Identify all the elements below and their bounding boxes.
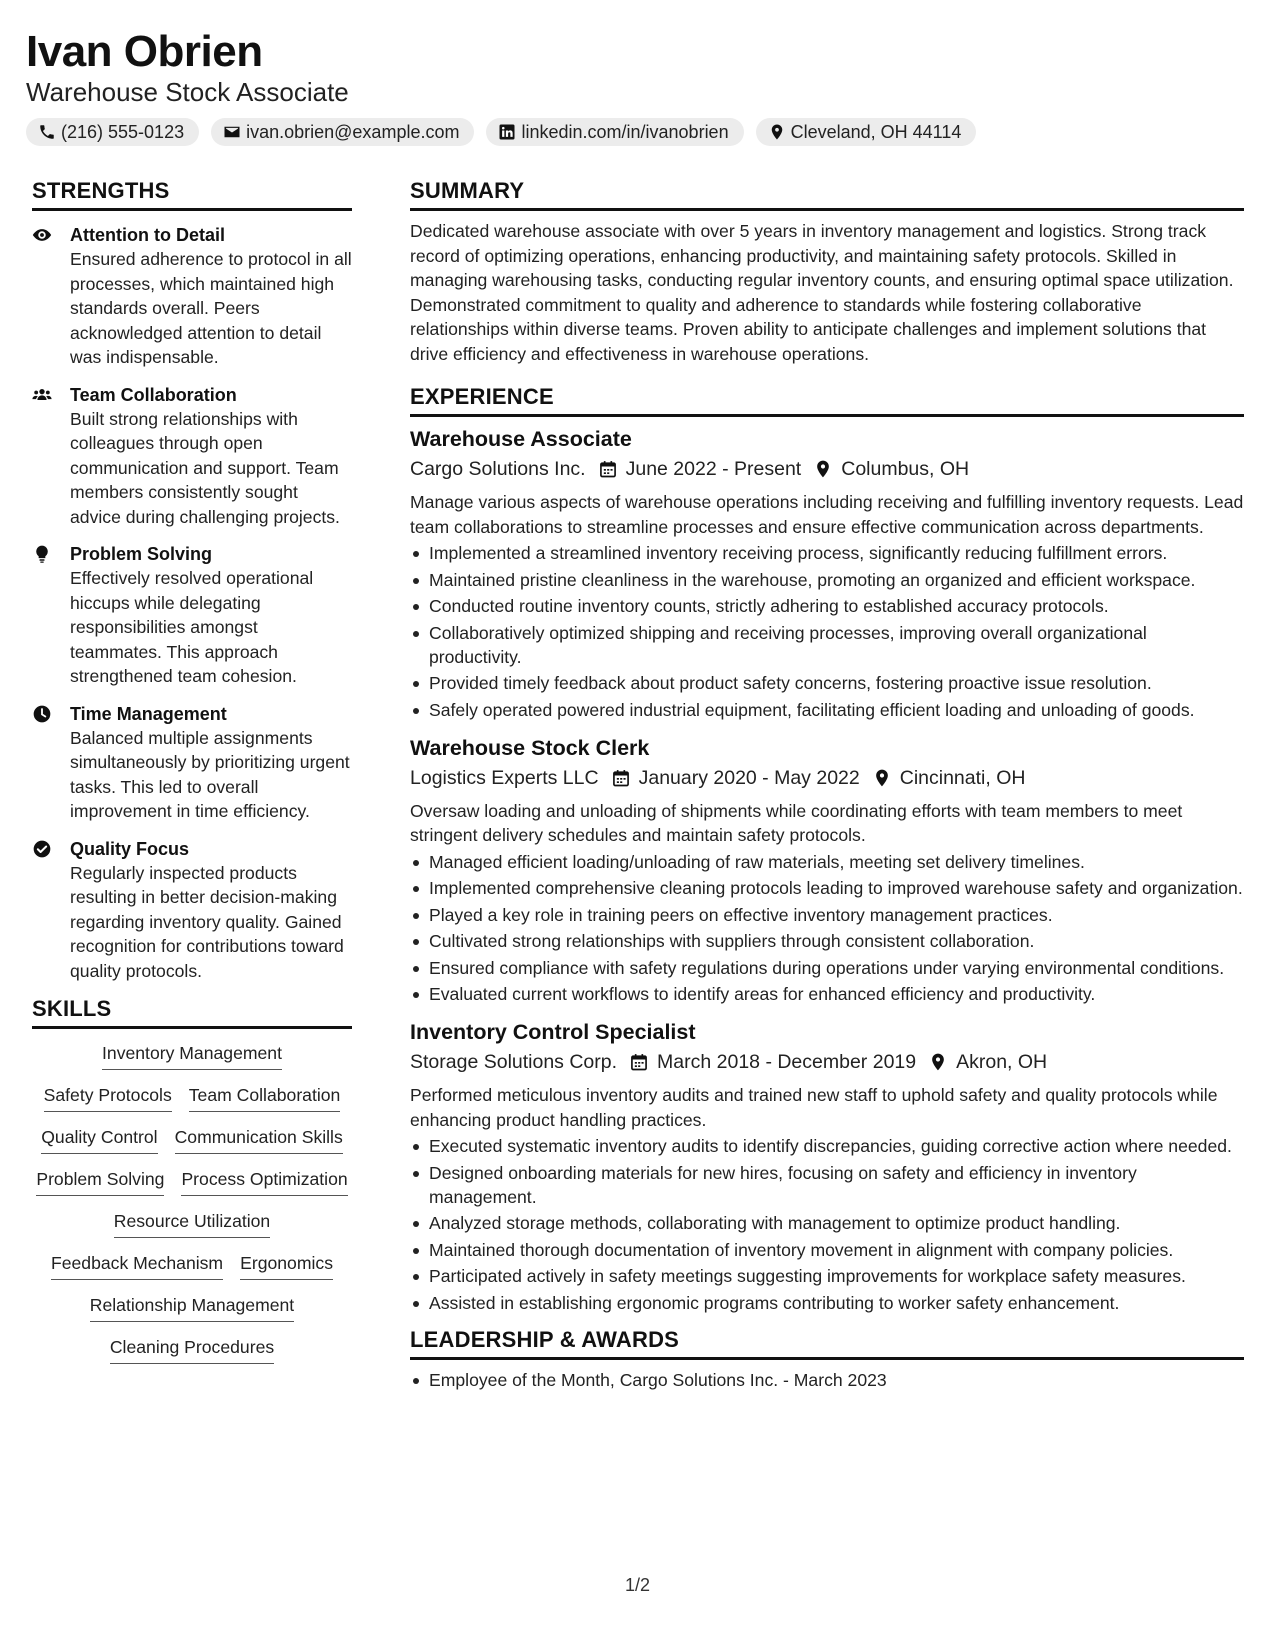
strength-title: Attention to Detail — [70, 225, 225, 245]
skill-tag: Ergonomics — [240, 1251, 333, 1280]
strength-desc: Effectively resolved operational hiccups while delegating responsibilities amongst teammates. This approach strengthened team cohesion. — [70, 568, 314, 686]
calendar-icon — [629, 1052, 649, 1072]
job-bullets — [410, 1134, 1244, 1315]
bullet-item: Designed onboarding materials for new hires, focusing on safety and efficiency in inventory management. — [410, 1161, 1244, 1209]
strength-item — [32, 702, 352, 824]
strength-item — [32, 383, 352, 530]
skills-list — [32, 1041, 352, 1364]
job-meta — [410, 764, 1244, 792]
bullet-item: Ensured compliance with safety regulations during operations under varying environmental conditions. — [410, 956, 1244, 980]
envelope-icon — [223, 123, 241, 141]
lightbulb-icon — [32, 544, 52, 564]
bullet-item: Assisted in establishing ergonomic programs contributing to worker safety enhancement. — [410, 1291, 1244, 1315]
job-title: Inventory Control Specialist — [410, 1020, 696, 1044]
job-entry — [410, 734, 1244, 1007]
job-location: Akron, OH — [956, 1051, 1048, 1073]
location-pin-icon — [813, 459, 833, 479]
job-bullets — [410, 850, 1244, 1007]
strength-title: Quality Focus — [70, 838, 190, 859]
bullet-item: Provided timely feedback about product safety concerns, fostering proactive issue resolution. — [410, 671, 1244, 695]
company-name: Cargo Solutions Inc. — [410, 458, 586, 480]
job-description: Manage various aspects of warehouse operations including receiving and fulfilling inventory requests. Lead team collaborations to streamline processes and ensure effective communication across departments. — [410, 492, 1244, 537]
page-number: 1/2 — [624, 1575, 651, 1595]
job-dates: January 2020 - May 2022 — [638, 766, 860, 789]
experience-heading: EXPERIENCE — [410, 384, 1244, 417]
location-pin-icon — [768, 123, 786, 141]
leadership-list — [410, 1368, 1244, 1392]
phone-icon — [38, 123, 56, 141]
linkedin-icon — [498, 123, 516, 141]
bullet-item: Conducted routine inventory counts, strictly adhering to established accuracy protocols. — [410, 594, 1244, 618]
eye-icon — [32, 225, 52, 245]
location-text: Cleveland, OH 44114 — [790, 121, 962, 142]
skill-tag: Safety Protocols — [44, 1083, 172, 1112]
bullet-item: Safely operated powered industrial equipment, facilitating efficient loading and unloading of goods. — [410, 698, 1244, 722]
company-name: Logistics Experts LLC — [410, 766, 599, 789]
summary-text: Dedicated warehouse associate with over 5 years in inventory management and logistics. Strong track record of optimizing operations, enhancing productivity, and maintaining safety protocols. Skilled in managing warehousing tasks, conducting regular inventory counts, and ensuring optimal space utilization. Demonstrated commitment to quality and adherence to standards while fostering collaborative relationships within diverse teams. Proven ability to anticipate challenges and implement solutions that drive efficiency and effectiveness in warehouse operations. — [410, 221, 1234, 364]
strength-title: Problem Solving — [70, 544, 213, 564]
job-title: Warehouse Stock Clerk — [410, 735, 650, 760]
phone-chip[interactable] — [26, 118, 199, 146]
skill-tag: Cleaning Procedures — [110, 1335, 274, 1364]
bullet-item: Analyzed storage methods, collaborating with management to optimize product handling. — [410, 1211, 1244, 1235]
job-title-headline: Warehouse Stock Associate — [26, 77, 349, 107]
job-meta — [410, 455, 1244, 483]
bullet-item: Maintained pristine cleanliness in the warehouse, promoting an organized and efficient workspace. — [410, 568, 1244, 592]
strength-title: Time Management — [70, 703, 227, 724]
calendar-icon — [611, 768, 631, 788]
strength-desc: Ensured adherence to protocol in all processes, which maintained high standards overall. Peers acknowledged attention to detail was indispensable. — [70, 249, 352, 367]
email-text: ivan.obrien@example.com — [246, 121, 460, 142]
award-item: Employee of the Month, Cargo Solutions Inc. - March 2023 — [410, 1368, 1244, 1392]
job-title: Warehouse Associate — [410, 427, 632, 451]
email-chip[interactable] — [211, 118, 474, 146]
job-description: Oversaw loading and unloading of shipments while coordinating efforts with team members to meet stringent delivery schedules and maintain safety protocols. — [410, 800, 1183, 845]
skill-tag: Communication Skills — [175, 1125, 343, 1154]
location-chip[interactable] — [756, 118, 977, 146]
location-pin-icon — [928, 1052, 948, 1072]
strength-item — [32, 223, 352, 370]
strength-desc: Regularly inspected products resulting in better decision-making regarding inventory quality. Gained recognition for contributions toward quality protocols. — [70, 862, 344, 981]
strengths-heading: STRENGTHS — [32, 178, 352, 211]
users-icon — [32, 385, 52, 405]
strength-desc: Balanced multiple assignments simultaneously by prioritizing urgent tasks. This led to overall improvement in time efficiency. — [70, 727, 350, 821]
skill-tag: Resource Utilization — [114, 1209, 270, 1238]
bullet-item: Cultivated strong relationships with suppliers through consistent collaboration. — [410, 929, 1244, 953]
job-dates: June 2022 - Present — [625, 458, 802, 480]
company-name: Storage Solutions Corp. — [410, 1051, 618, 1073]
check-circle-icon — [32, 839, 52, 859]
candidate-name: Ivan Obrien — [26, 27, 263, 76]
job-description: Performed meticulous inventory audits and trained new staff to uphold safety and quality protocols while enhancing product handling practices. — [410, 1085, 1218, 1130]
bullet-item: Collaboratively optimized shipping and receiving processes, improving overall organizational productivity. — [410, 621, 1244, 669]
strengths-list — [32, 223, 352, 983]
linkedin-chip[interactable] — [486, 118, 743, 146]
phone-text: (216) 555-0123 — [61, 121, 185, 142]
skill-tag: Team Collaboration — [189, 1083, 341, 1112]
skill-tag: Problem Solving — [36, 1167, 164, 1196]
job-entry — [410, 1018, 1244, 1315]
skill-tag: Inventory Management — [102, 1041, 282, 1070]
bullet-item: Executed systematic inventory audits to identify discrepancies, guiding corrective action where needed. — [410, 1134, 1244, 1158]
summary-heading: SUMMARY — [410, 178, 1244, 211]
contact-bar — [26, 118, 1246, 146]
calendar-icon — [598, 459, 618, 479]
linkedin-text: linkedin.com/in/ivanobrien — [521, 121, 729, 142]
strength-title: Team Collaboration — [70, 384, 237, 405]
bullet-item: Played a key role in training peers on effective inventory management practices. — [410, 903, 1244, 927]
skill-tag: Feedback Mechanism — [51, 1251, 223, 1280]
bullet-item: Evaluated current workflows to identify areas for enhanced efficiency and productivity. — [410, 982, 1244, 1006]
clock-icon — [32, 704, 52, 724]
location-pin-icon — [872, 768, 892, 788]
bullet-item: Implemented a streamlined inventory receiving process, significantly reducing fulfillment errors. — [410, 541, 1244, 565]
skill-tag: Relationship Management — [90, 1293, 294, 1322]
leadership-heading: LEADERSHIP & AWARDS — [410, 1327, 1244, 1360]
strength-desc: Built strong relationships with colleagues through open communication and support. Team members consistently sought advice during challenging projects. — [70, 408, 340, 527]
bullet-item: Managed efficient loading/unloading of raw materials, meeting set delivery timelines. — [410, 850, 1244, 874]
job-bullets — [410, 541, 1244, 722]
skill-tag: Quality Control — [41, 1125, 157, 1154]
bullet-item: Maintained thorough documentation of inventory movement in alignment with company policies. — [410, 1238, 1244, 1262]
right-column — [410, 178, 1244, 1394]
strength-item — [32, 542, 352, 689]
job-meta — [410, 1048, 1244, 1076]
job-location: Cincinnati, OH — [899, 766, 1026, 789]
resume-header — [26, 26, 1246, 146]
bullet-item: Participated actively in safety meetings suggesting improvements for workplace safety measures. — [410, 1264, 1244, 1288]
bullet-item: Implemented comprehensive cleaning protocols leading to improved warehouse safety and organization. — [410, 876, 1244, 900]
skill-tag: Process Optimization — [181, 1167, 347, 1196]
job-location: Columbus, OH — [841, 458, 970, 480]
job-entry — [410, 425, 1244, 722]
left-column — [32, 178, 352, 1364]
job-dates: March 2018 - December 2019 — [657, 1051, 917, 1073]
strength-item — [32, 837, 352, 984]
skills-heading: SKILLS — [32, 996, 352, 1029]
